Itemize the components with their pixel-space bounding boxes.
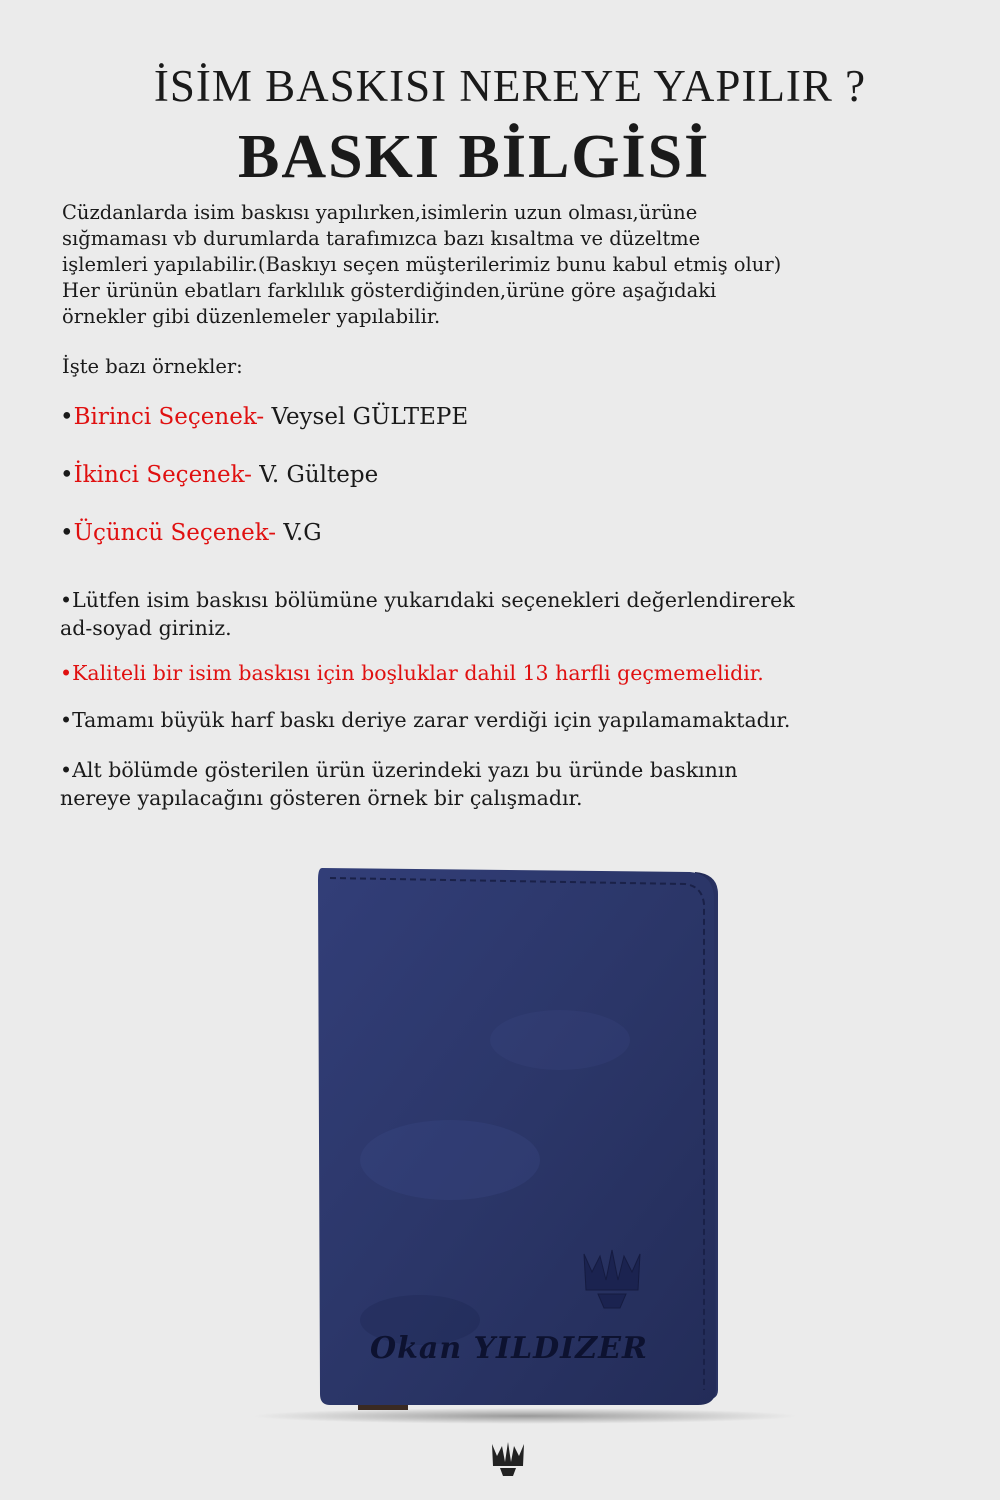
examples-label: İşte bazı örnekler:	[62, 355, 243, 378]
note-line: ad-soyad giriniz.	[60, 616, 232, 640]
wallet-illustration	[300, 860, 740, 1430]
option-value: V.G	[276, 520, 322, 546]
trident-crown-icon	[488, 1440, 528, 1480]
bullet: •	[60, 404, 74, 430]
note-warning: •Kaliteli bir isim baskısı için boşluklar dahil 13 harfli geçmemelidir.	[60, 661, 764, 685]
wallet-image	[300, 860, 740, 1430]
option-label: Birinci Seçenek-	[73, 404, 265, 430]
note-line: nereye yapılacağını gösteren örnek bir çalışmadır.	[60, 786, 583, 810]
note-item	[60, 586, 950, 642]
option-label: Üçüncü Seçenek-	[73, 520, 277, 546]
option-value: Veysel GÜLTEPE	[264, 404, 469, 430]
bullet: •	[60, 520, 74, 546]
note-item	[60, 756, 950, 812]
page-title: İSİM BASKISI NEREYE YAPILIR ?	[153, 61, 867, 111]
option-label: İkinci Seçenek-	[73, 462, 252, 488]
option-item	[60, 404, 468, 430]
note-line: •Alt bölümde gösterilen ürün üzerindeki yazı bu üründe baskının	[60, 758, 738, 782]
intro-line: işlemleri yapılabilir.(Baskıyı seçen müşterilerimiz bunu kabul etmiş olur)	[62, 253, 782, 276]
option-value: V. Gültepe	[251, 462, 379, 488]
intro-paragraph	[62, 200, 942, 330]
intro-line: Cüzdanlarda isim baskısı yapılırken,isimlerin uzun olması,ürüne	[62, 201, 698, 224]
bullet: •	[60, 462, 74, 488]
intro-line: Her ürünün ebatları farklılık gösterdiğinden,ürüne göre aşağıdaki	[62, 279, 717, 302]
page-subtitle: BASKI BİLGİSİ	[238, 123, 711, 191]
intro-line: sığmaması vb durumlarda tarafımızca bazı kısaltma ve düzeltme	[62, 227, 701, 250]
note-line: •Lütfen isim baskısı bölümüne yukarıdaki seçenekleri değerlendirerek	[60, 588, 795, 612]
intro-line: örnekler gibi düzenlemeler yapılabilir.	[62, 305, 441, 328]
engraved-name: Okan YILDIZER	[370, 1331, 648, 1366]
note-item: •Tamamı büyük harf baskı deriye zarar verdiği için yapılamamaktadır.	[60, 708, 791, 732]
option-item	[60, 462, 378, 488]
footer-logo	[488, 1440, 528, 1480]
option-item	[60, 520, 322, 546]
